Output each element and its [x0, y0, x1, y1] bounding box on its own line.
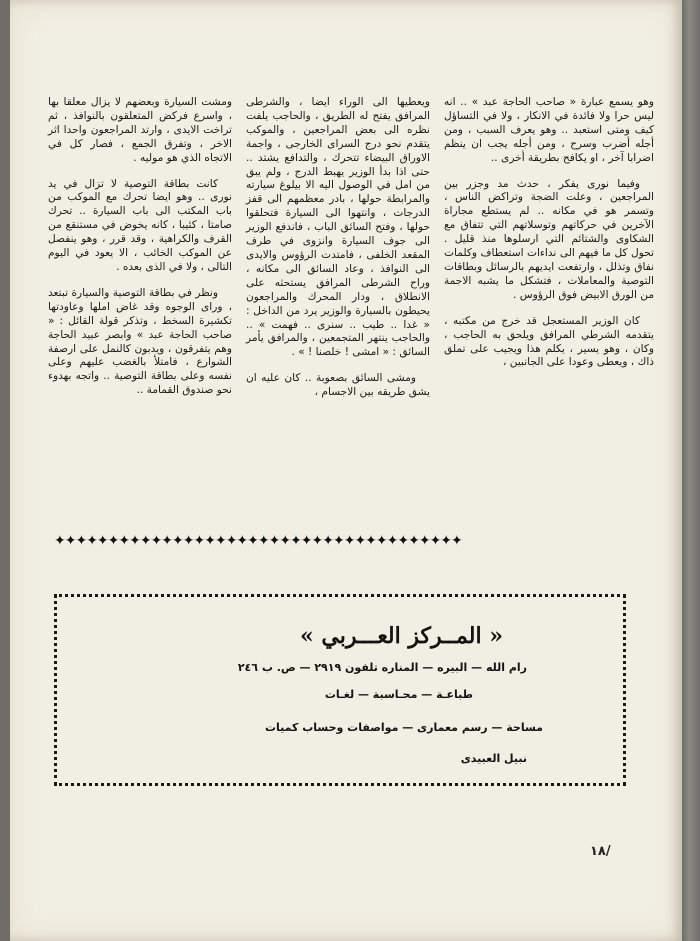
page-number: ١٨/	[590, 844, 611, 859]
paragraph: كان الوزير المستعجل قد خرج من مكتبه ، يتقدمه الشرطي المرافق ويلحق به الحاجب ، وكان ، وهو يسير ، يكلم هذا ويجيب على تملق ذاك ، ويعطى وعودا على الجانبين ،	[444, 314, 654, 369]
text-column-right	[444, 96, 654, 382]
paragraph: وهو يسمع عبارة « صاحب الحاجة عبد » .. انه ليس حرا ولا فائدة في الانكار ، ولا في التساؤل كيف ومتى استعبد .. وهو يعرف السبب ، ومن أجله أضرب وسرح ، ومن أجله يجب ان ينظم اضرابا آخر ، او يكافح بطريقة أخرى ..	[444, 96, 654, 164]
ad-owner: نبيل العبيدى	[460, 752, 527, 765]
paragraph: ومشت السيارة وبعضهم لا يزال معلقا بها ، واسرع فركض المتعلقون بالنوافذ ، ثم تراخت الايدى ، وارتد المراجعون واحدا اثر الاخر ، وتفرق الجمع ، فصار كل في الاتجاه الذي هو موليه .	[48, 96, 232, 164]
text-column-left	[48, 96, 232, 410]
ad-title: « المــركز العـــربي »	[299, 623, 503, 649]
decorative-separator: ✦✦✦✦✦✦✦✦✦✦✦✦✦✦✦✦✦✦✦✦✦✦✦✦✦✦✦✦✦✦✦✦✦✦✦✦✦✦	[54, 533, 462, 549]
text-column-middle	[246, 96, 430, 412]
paragraph: ويعطيها الى الوراء ايضا ، والشرطى المرافق يفتح له الطريق ، والحاجب يلفت نظره الى بعض المراجعين ، والموكب يتقدم نحو درج السراى الخارجى ، واجمة الاوراق البيضاء تتحرك ، والتدافع يشتد .. حتى اذا بدأ الوزير يهبط الدرج ، ولم يبق من امل في الوصول اليه الا بيلوغ سيارته والمرابطة حولها ، بادر معظمهم الى قفز الدرجات ، وانتهوا الى السيارة فتحلقوا حولها ، وفتح السائق الباب ، فاندفع الوزير الى جوف السيارة وانزوى في طرف المقعد الخلفى ، فامتدت الرؤوس والايدى الى النوافذ ، وعاد السائق الى مكانه ، وراح الشرطى المرافق يستحثه على الانطلاق ، ودار المحرك والمراجعون يحيطون بالسيارة والوزير يرد من الداخل : « غدا .. طيب .. سنرى .. فهمت » .. والحاجب ينتهر المتجمعين ، والمرافق يأمر السائق : « امشى ! خلصنا ! » .	[246, 96, 430, 359]
paragraph: ومشى السائق بصعوبة .. كان عليه ان يشق طريقه بين الاجسام ،	[246, 372, 430, 399]
magazine-page	[10, 0, 682, 941]
page-edge	[682, 0, 700, 941]
advertisement-box	[54, 594, 626, 786]
ad-engineering: مساحة — رسم معمارى — مواصفات وحساب كميات	[264, 721, 543, 734]
paragraph: ونظر في بطاقة التوصية والسيارة تبتعد ، وراى الوجوه وقد غاض املها وعاودتها تكشيرة السخط ، وتذكر قولة القائل : « صاحب الحاجة عبد » وابصر عبيد الحاجة وهم يتفرقون ، ويدبون كالنمل على ارصفة الشوارع ، فامتلأ بالغضب عليهم وعلى نفسه وعلى بطاقة التوصية .. واتجه بهدوء نحو صندوق القمامة ..	[48, 286, 232, 397]
ad-services: طباعـة — محـاسبة — لغـات	[324, 688, 473, 701]
paragraph: كانت بطاقة التوصية لا تزال في يد نورى .. وهو ايضا تحرك مع الموكب من باب المكتب الى باب السيارة .. تحرك صامتا ، كئيبا ، كانه يخوض في مستنقع من القرف والكراهية ، وقد قرر ، وهو ينفصل عن الموكب الخائب ، الا يعود في اليوم التالى ، ولا في الذى بعده .	[48, 177, 232, 273]
paragraph: وفيما نورى يفكر ، حدث مد وجزر بين المراجعين ، وعلت الضجة وتراكض الناس ، وتسمر هو في مكانه .. لم يستطع مجاراة الآخرين في حركاتهم وتوسلاتهم التي تتفاق مع الشكاوى والشتائم التي ارسلوها منذ قليل . تحول كل ما فيهم الى نداءات استعطاف وكلمات نفاق وتذلل ، وارتفعت ايديهم بالرسائل وبطاقات التوصية والمعاملات ، فتشكل ما يشبه الاجمة من الورق الابيض فوق الرؤوس .	[444, 177, 654, 301]
ad-address: رام الله — البيره — المناره تلفون ٢٩١٩ — ص. ب ٢٤٦	[237, 661, 527, 674]
